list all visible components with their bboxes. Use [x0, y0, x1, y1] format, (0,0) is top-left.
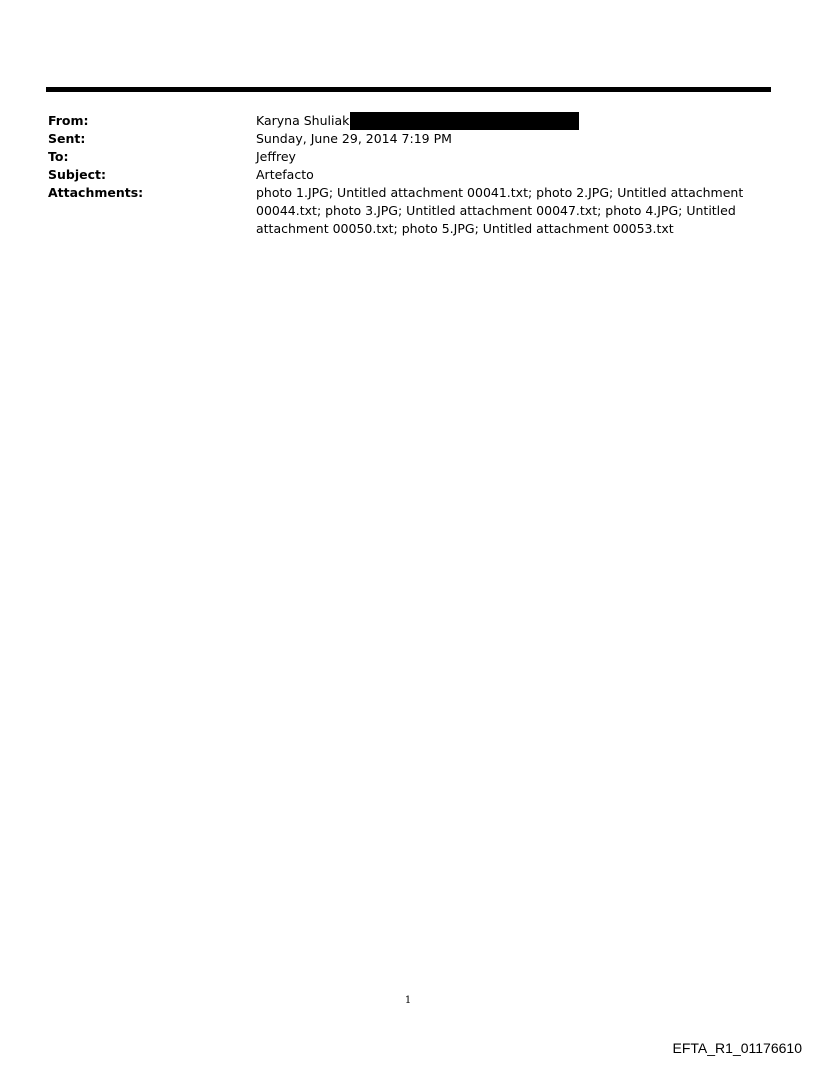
redaction-box — [350, 112, 579, 130]
document-id: EFTA_R1_01176610 — [672, 1040, 802, 1056]
attachments-value: photo 1.JPG; Untitled attachment 00041.txt; photo 2.JPG; Untitled attachment 00044.txt; photo 3.JPG; Untitled attachment 00047.txt; photo 4.JPG; Untitled attachment 00050.txt; photo 5.JPG; Untitled attachment 00053.txt — [256, 185, 744, 236]
sent-row — [48, 130, 748, 148]
from-label: From: — [48, 113, 89, 128]
attachments-row — [48, 184, 748, 238]
subject-label: Subject: — [48, 167, 106, 182]
attachments-label: Attachments: — [48, 185, 144, 200]
email-header — [48, 112, 748, 238]
page-number: 1 — [404, 995, 412, 1006]
from-row — [48, 112, 748, 130]
from-value: Karyna Shuliak — [256, 113, 350, 128]
subject-value: Artefacto — [256, 167, 314, 182]
to-row — [48, 148, 748, 166]
to-value: Jeffrey — [256, 149, 296, 164]
to-label: To: — [48, 149, 69, 164]
sent-value: Sunday, June 29, 2014 7:19 PM — [256, 131, 452, 146]
header-rule — [46, 87, 771, 92]
subject-row — [48, 166, 748, 184]
from-value-container — [256, 112, 748, 130]
sent-label: Sent: — [48, 131, 86, 146]
